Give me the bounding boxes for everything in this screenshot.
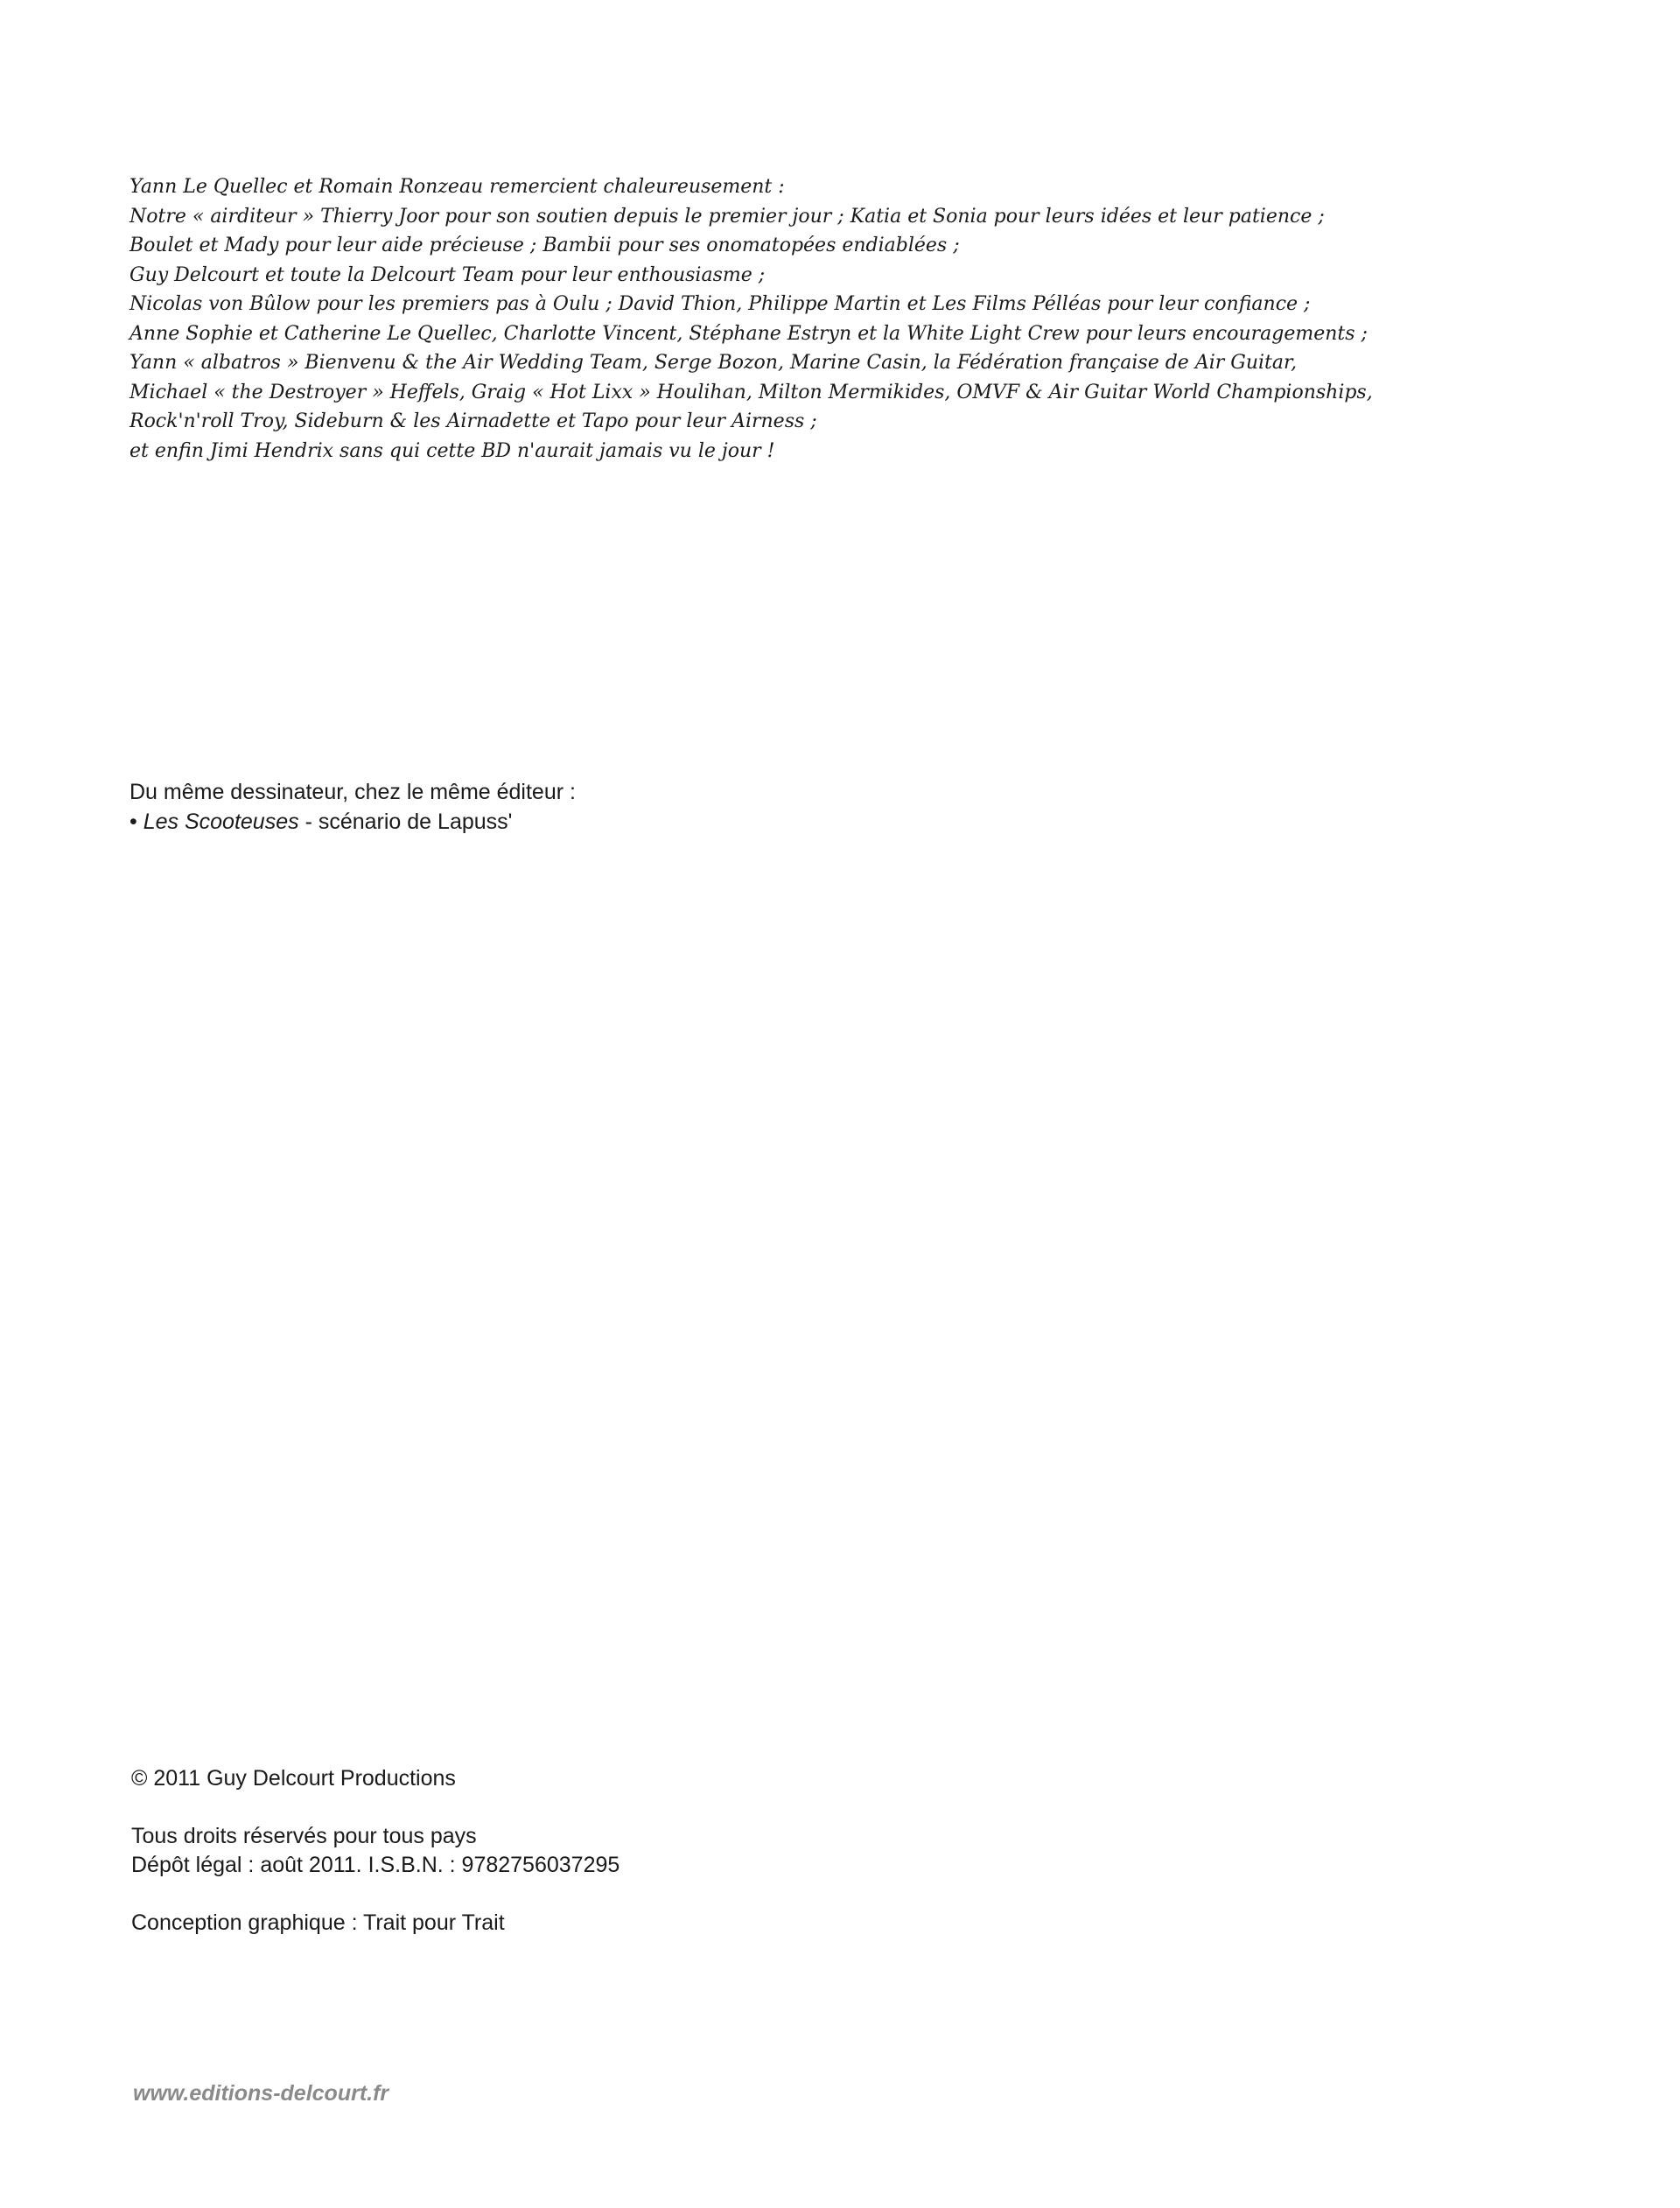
- acknowledgement-line: Michael « the Destroyer » Heffels, Graig « Hot Lixx » Houlihan, Milton Mermikides, OMVF & Air Guitar World Championships,: [130, 381, 1373, 403]
- same-artist-heading: Du même dessinateur, chez le même éditeur :: [130, 780, 576, 804]
- acknowledgement-line: Guy Delcourt et toute la Delcourt Team pour leur enthousiasme ;: [130, 263, 766, 286]
- bibliography-item: [130, 807, 576, 837]
- graphic-design-line: Conception graphique : Trait pour Trait: [131, 1910, 505, 1935]
- acknowledgement-line: Nicolas von Bûlow pour les premiers pas à Oulu ; David Thion, Philippe Martin et Les Films Pélléas pour leur confiance ;: [130, 293, 1311, 315]
- publisher-website: www.editions-delcourt.fr: [133, 2081, 389, 2106]
- acknowledgements: [130, 172, 1547, 466]
- acknowledgement-line: Boulet et Mady pour leur aide précieuse ; Bambii pour ses onomatopées endiablées ;: [130, 235, 960, 256]
- rights-line: Tous droits réservés pour tous pays: [131, 1824, 477, 1848]
- copyright-line: © 2011 Guy Delcourt Productions: [131, 1766, 456, 1791]
- spacer: [131, 1880, 620, 1909]
- bullet: •: [130, 810, 137, 834]
- acknowledgement-line: Anne Sophie et Catherine Le Quellec, Charlotte Vincent, Stéphane Estryn et la White Light Crew pour leurs encouragements ;: [130, 322, 1368, 345]
- legal-deposit-line: Dépôt légal : août 2011. I.S.B.N. : 9782756037295: [131, 1853, 620, 1877]
- acknowledgement-line: Rock'n'roll Troy, Sideburn & les Airnadette et Tapo pour leur Airness ;: [130, 410, 817, 432]
- acknowledgement-line: Yann « albatros » Bienvenu & the Air Wedding Team, Serge Bozon, Marine Casin, la Fédération française de Air Guitar,: [130, 352, 1298, 374]
- legal-notice: [131, 1764, 620, 1938]
- acknowledgement-line: Notre « airditeur » Thierry Joor pour son soutien depuis le premier jour ; Katia et Sonia pour leurs idées et leur patience ;: [130, 205, 1325, 228]
- acknowledgement-line: Yann Le Quellec et Romain Ronzeau remercient chaleureusement :: [130, 176, 785, 198]
- acknowledgement-line: et enfin Jimi Hendrix sans qui cette BD n'aurait jamais vu le jour !: [130, 439, 775, 462]
- book-credit: - scénario de Lapuss': [298, 810, 513, 834]
- same-artist-section: [130, 777, 576, 837]
- spacer: [131, 1793, 620, 1822]
- book-title: Les Scooteuses: [143, 810, 299, 834]
